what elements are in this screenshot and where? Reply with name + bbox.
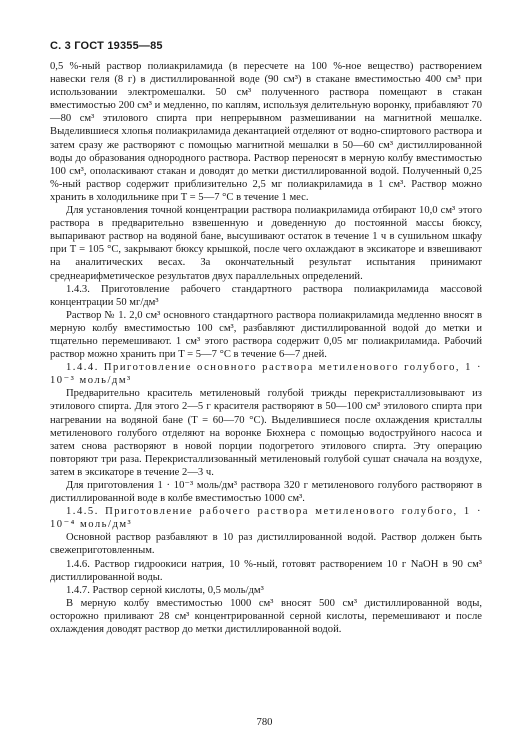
section-heading: 1.4.4. Приготовление основного раствора метиленового голубого, 1 · 10⁻³ моль/дм³ — [50, 362, 482, 387]
paragraph: Основной раствор разбавляют в 10 раз дистиллированной водой. Раствор должен быть свежеприготовленным. — [50, 532, 482, 557]
section-heading: 1.4.3. Приготовление рабочего стандартного раствора полиакриламида массовой концентрации 50 мг/дм³ — [50, 283, 482, 308]
section-heading: 1.4.5. Приготовление рабочего раствора метиленового голубого, 1 · 10⁻⁴ моль/дм³ — [50, 506, 482, 531]
paragraph: 0,5 %-ный раствор полиакриламида (в пересчете на 100 %-ное вещество) растворением навески геля (8 г) в дистиллированной воде (90 см³) в стакане вместимостью 400 см³ при использовании электромешалки. 50 см³ полученного раствора помещают в стакан вместимостью 200 см³ и медленно, по каплям, используя делительную воронку, прибавляют 70—80 см³ этилового спирта при непрерывном размешивании на магнитной мешалке. Выделившиеся хлопья полиакриламида декантацией отделяют от водно-спиртового раствора и затем сразу же растворяют с помощью магнитной мешалки в 50—60 см³ дистиллированной воды до образования однородного раствора. Раствор переносят в мерную колбу вместимостью 100 см³, ополаскивают стакан и доводят до метки дистиллированной водой. Полученный 0,25 %-ный раствор содержит приблизительно 2,5 мг полиакриламида в 1 см³. Раствор можно хранить в холодильнике при T = 5—7 °С в течение 1 мес. — [50, 61, 482, 203]
paragraph: Для установления точной концентрации раствора полиакриламида отбирают 10,0 см³ этого раствора в предварительно взвешенную и доведенную до постоянной массы бюксу, выпаривают раствор на водяной бане, высушивают остаток в течение 1 ч в сушильном шкафу при T = 105 °С, закрывают бюксу крышкой, после чего охлаждают в эксикаторе и взвешивают на аналитических весах. За окончательный результат испытания принимают среднеарифметическое результатов двух параллельных определений. — [50, 205, 482, 282]
paragraph: Предварительно краситель метиленовый голубой трижды перекристаллизовывают из этилового спирта. Для этого 2—5 г красителя растворяют в 50—100 см³ этилового спирта при нагревании на водяной бане (T = 60—70 °С). Выделившиеся после охлаждения кристаллы метиленового голубого отделяют на воронке Бюхнера с помощью водоструйного насоса и затем снова растворяют в новой порции подогретого этилового спирта. Эту операцию повторяют три раза. Перекристаллизованный метиленовый голубой сушат сначала на воздухе, затем в эксикаторе в течение 2—3 ч. — [50, 388, 482, 478]
paragraph: В мерную колбу вместимостью 1000 см³ вносят 500 см³ дистиллированной воды, осторожно приливают 28 см³ концентрированной серной кислоты, перемешивают и после охлаждения доводят раствор до метки дистиллированной водой. — [50, 597, 482, 636]
section-heading: 1.4.6. Раствор гидроокиси натрия, 10 %-ный, готовят растворением 10 г NaOH в 90 см³ дистиллированной воды. — [50, 558, 482, 583]
paragraph: Для приготовления 1 · 10⁻³ моль/дм³ раствора 320 г метиленового голубого растворяют в дистиллированной воде в колбе вместимостью 1000 см³. — [50, 480, 482, 505]
page-header: С. 3 ГОСТ 19355—85 — [50, 40, 163, 52]
body-text — [50, 60, 482, 636]
section-heading: 1.4.7. Раствор серной кислоты, 0,5 моль/дм³ — [66, 584, 264, 596]
paragraph: Раствор № 1. 2,0 см³ основного стандартного раствора полиакриламида медленно вносят в мерную колбу вместимостью 100 см³, разбавляют дистиллированной водой до метки и тщательно перемешивают. 1 см³ этого раствора содержит 0,05 мг полиакриламида. Рабочий раствор можно хранить при T = 5—7 °С в течение 6—7 дней. — [50, 309, 482, 361]
page-number: 780 — [256, 717, 273, 728]
